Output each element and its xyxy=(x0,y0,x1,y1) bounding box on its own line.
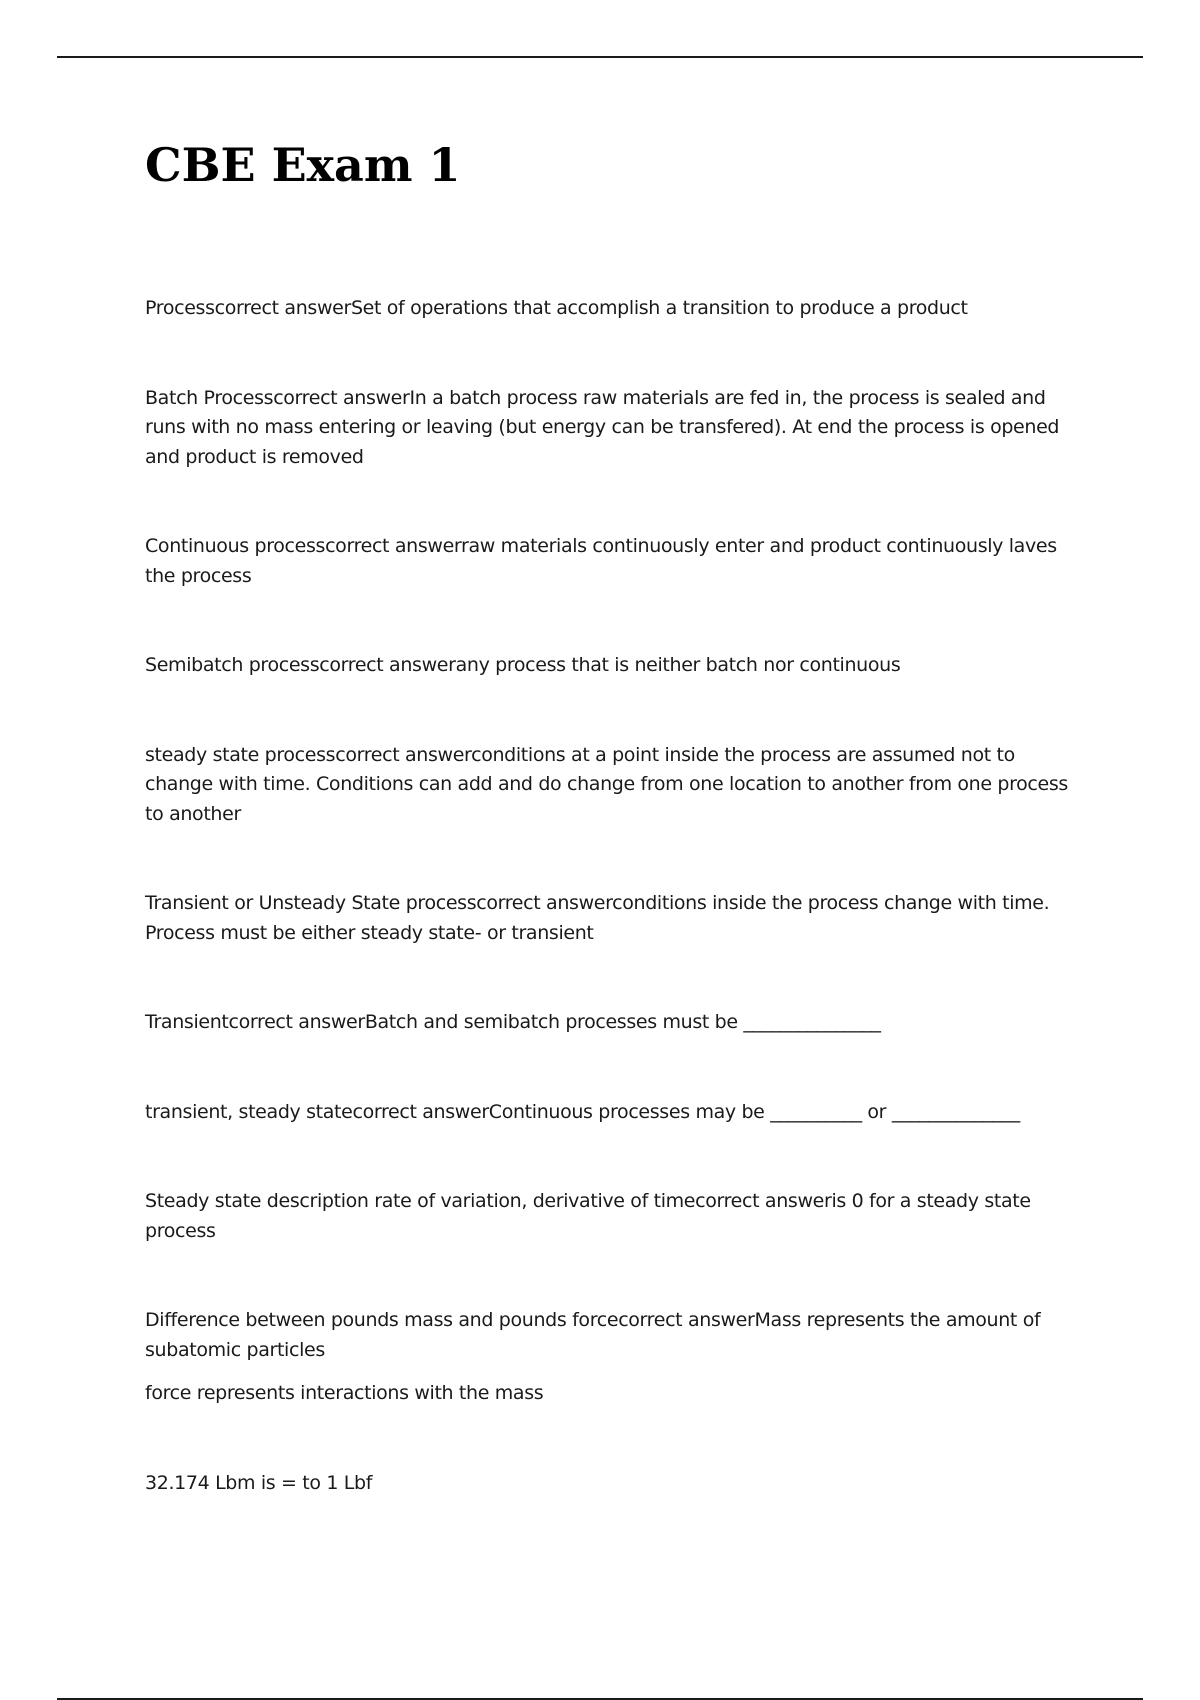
card-term: Difference between pounds mass and pounds force xyxy=(145,1309,619,1331)
flashcard-text xyxy=(145,889,1080,948)
card-definition: In a batch process raw materials are fed in, the process is sealed and runs with no mass entering or leaving (but energy can be transfered). At end the process is opened and product is removed xyxy=(145,386,1060,468)
answer-marker: correct answer xyxy=(319,654,456,676)
card-definition: conditions at a point inside the process are assumed not to change with time. Conditions can add and do change from one location to another from one process to another xyxy=(145,743,1068,825)
card-definition: any process that is neither batch nor continuous xyxy=(455,654,901,676)
card-term: transient, steady state xyxy=(145,1100,353,1123)
answer-marker: correct answer xyxy=(618,1309,755,1331)
answer-marker: correct answer xyxy=(325,535,462,557)
card-term: Steady state description rate of variation, derivative of time xyxy=(145,1190,696,1212)
flashcard-batch-process xyxy=(145,384,1080,473)
flashcard-text xyxy=(145,741,1080,830)
flashcard-text xyxy=(145,532,1080,591)
flashcard-text xyxy=(145,651,1080,681)
flashcard-steady-state-process xyxy=(145,741,1080,830)
card-term: Batch Process xyxy=(145,386,274,409)
flashcard-text xyxy=(145,294,1080,324)
flashcard-transient-process xyxy=(145,889,1080,948)
top-rule xyxy=(57,56,1143,58)
answer-marker: correct answer xyxy=(352,1100,489,1123)
card-definition: Batch and semibatch processes must be _______________ xyxy=(364,1011,881,1033)
flashcard-continuous-process xyxy=(145,532,1080,591)
flashcard-text xyxy=(145,1008,1080,1038)
answer-marker: correct answer xyxy=(335,743,472,766)
flashcard-semibatch-process xyxy=(145,651,1080,681)
document-title: CBE Exam 1 xyxy=(145,138,461,192)
flashcard-transient-steady-state xyxy=(145,1098,1080,1128)
flashcard-text: 32.174 Lbm is = to 1 Lbf xyxy=(145,1471,373,1494)
flashcard-lbm-lbf-conversion xyxy=(145,1469,1080,1499)
card-term: Transient or Unsteady State process xyxy=(145,892,477,914)
card-definition: Continuous processes may be __________ or ______________ xyxy=(488,1100,1020,1123)
card-term: steady state process xyxy=(145,743,336,766)
card-definition: is 0 for a steady state process xyxy=(145,1190,1031,1242)
flashcard-text xyxy=(145,1098,1080,1128)
card-definition-continued: force represents interactions with the mass xyxy=(145,1382,544,1404)
flashcard-transient xyxy=(145,1008,1080,1038)
card-term: Continuous process xyxy=(145,535,326,557)
card-definition: Mass represents the amount of subatomic particles xyxy=(145,1309,1041,1361)
card-definition: raw materials continuously enter and product continuously laves the process xyxy=(145,535,1057,587)
answer-marker: correct answer xyxy=(273,386,410,409)
card-term: Process xyxy=(145,297,215,319)
flashcard-text xyxy=(145,1306,1080,1365)
flashcard-process xyxy=(145,294,1080,324)
flashcard-pounds-mass-vs-force xyxy=(145,1306,1080,1409)
card-definition: Set of operations that accomplish a transition to produce a product xyxy=(350,297,968,319)
flashcard-text xyxy=(145,1187,1080,1246)
answer-marker: correct answer xyxy=(228,1011,365,1033)
flashcard-steady-state-description xyxy=(145,1187,1080,1246)
flashcard-list xyxy=(145,294,1080,1558)
answer-marker: correct answer xyxy=(214,297,351,319)
answer-marker: correct answer xyxy=(695,1190,832,1212)
answer-marker: correct answer xyxy=(476,892,613,914)
card-definition: conditions inside the process change with time. Process must be either steady state- or transient xyxy=(145,892,1050,944)
card-term: Transient xyxy=(145,1011,229,1033)
card-term: Semibatch process xyxy=(145,654,320,676)
flashcard-text xyxy=(145,384,1080,473)
